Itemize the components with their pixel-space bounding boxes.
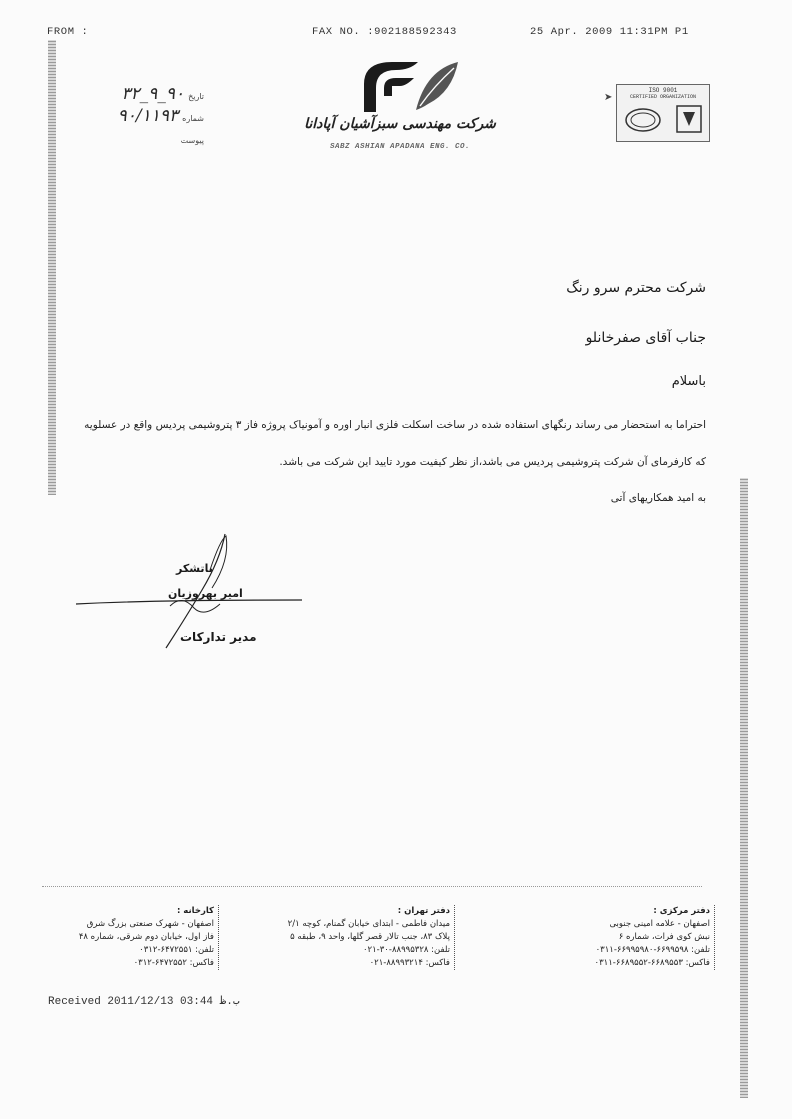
signature-thanks: باتشکر: [176, 562, 213, 575]
fax-timestamp: 25 Apr. 2009 11:31PM P1: [530, 26, 689, 38]
company-logo: [356, 52, 466, 118]
tehran-office-address-1: میدان فاطمی - ابتدای خیابان گمنام، کوچه ۲/۱: [287, 919, 450, 929]
footer-divider: [42, 886, 702, 887]
iso-certification-badge: [616, 84, 710, 142]
factory-address-1: اصفهان - شهرک صنعتی بزرگ شرق: [86, 919, 214, 929]
company-name: شرکت مهندسی سبزآشیان آپادانا: [304, 116, 496, 132]
date-value: ۹۰_۹_۳۲: [121, 84, 185, 104]
factory-address-2: فاز اول، خیابان دوم شرقی، شماره ۴۸: [78, 932, 214, 942]
arrow-mark-icon: ➤: [604, 92, 613, 103]
certified-label: CERTIFIED ORGANIZATION: [629, 94, 696, 100]
tehran-office-address-2: پلاک ۸۳، جنب تالار قصر گلها، واحد ۹، طبقه ۵: [290, 932, 450, 942]
fax-number: FAX NO. :902188592343: [312, 26, 457, 38]
number-value: ۹۰/۱۱۹۳: [117, 106, 179, 126]
factory-fax: فاکس: ۶۴۷۲۵۵۲-۰۳۱۲: [133, 958, 214, 968]
signature-title: مدیر تدارکات: [180, 630, 257, 644]
recipient-person: جناب آقای صفرخانلو: [585, 330, 706, 346]
attachment-label: پیوست: [180, 136, 204, 145]
iso-label: ISO 9001: [648, 87, 678, 94]
scan-edge-right: [740, 478, 748, 1098]
fax-from: FROM :: [47, 26, 89, 38]
company-name-latin: SABZ ASHIAN APADANA ENG. CO.: [329, 143, 471, 151]
factory-phone: تلفن: ۶۴۷۲۵۵۱-۰۳۱۲: [139, 945, 214, 955]
head-office-title: دفتر مرکزی :: [653, 906, 710, 916]
head-office-address-2: نبش کوی فرات، شماره ۶: [618, 932, 710, 942]
head-office-address-1: اصفهان - علامه امینی جنوبی: [609, 919, 710, 929]
factory-title: کارخانه :: [176, 906, 214, 916]
tehran-office-fax: فاکس: ۸۸۹۹۳۲۱۴-۰۲۱: [369, 958, 450, 968]
signature-name: امیر بهروزیان: [168, 587, 243, 600]
body-line-2: که کارفرمای آن شرکت پتروشیمی پردیس می باشد،از نظر کیفیت مورد تایید این شرکت می باشد.: [279, 456, 706, 468]
number-label: شماره: [182, 114, 204, 123]
certification-seal-icon: [617, 100, 709, 138]
greeting: باسلام: [671, 374, 706, 389]
closing: به امید همکاریهای آتی: [610, 492, 706, 504]
footer-factory: [42, 905, 219, 970]
scan-edge-left: [48, 40, 56, 495]
tehran-office-phone: تلفن: ۸۸۹۹۵۳۲۸-۳۰-۰۲۱: [362, 945, 450, 955]
date-label: تاریخ: [188, 92, 204, 101]
received-stamp: Received 2011/12/13 03:44 ‮ب.ظ‬: [48, 996, 240, 1008]
tehran-office-title: دفتر تهران :: [397, 906, 450, 916]
body-line-1: احتراما به استحضار می رساند رنگهای استفاده شده در ساخت اسکلت فلزی انبار اوره و آمونیاک پروژه فاز ۳ پتروشیمی پردیس واقع در عسلویه: [84, 419, 706, 431]
recipient-company: شرکت محترم سرو رنگ: [566, 280, 706, 296]
handwritten-signature: [70, 530, 310, 650]
head-office-fax: فاکس: ۶۶۸۹۵۵۳-۶۶۸۹۵۵۲-۰۳۱۱: [594, 958, 710, 968]
head-office-phone: تلفن: ۶۶۹۹۵۹۸-۶۶۹۹۵۹۸۰-۰۳۱۱: [595, 945, 710, 955]
footer-tehran-office: [250, 905, 455, 970]
reference-block: [92, 84, 204, 145]
footer-head-office: [520, 905, 715, 970]
